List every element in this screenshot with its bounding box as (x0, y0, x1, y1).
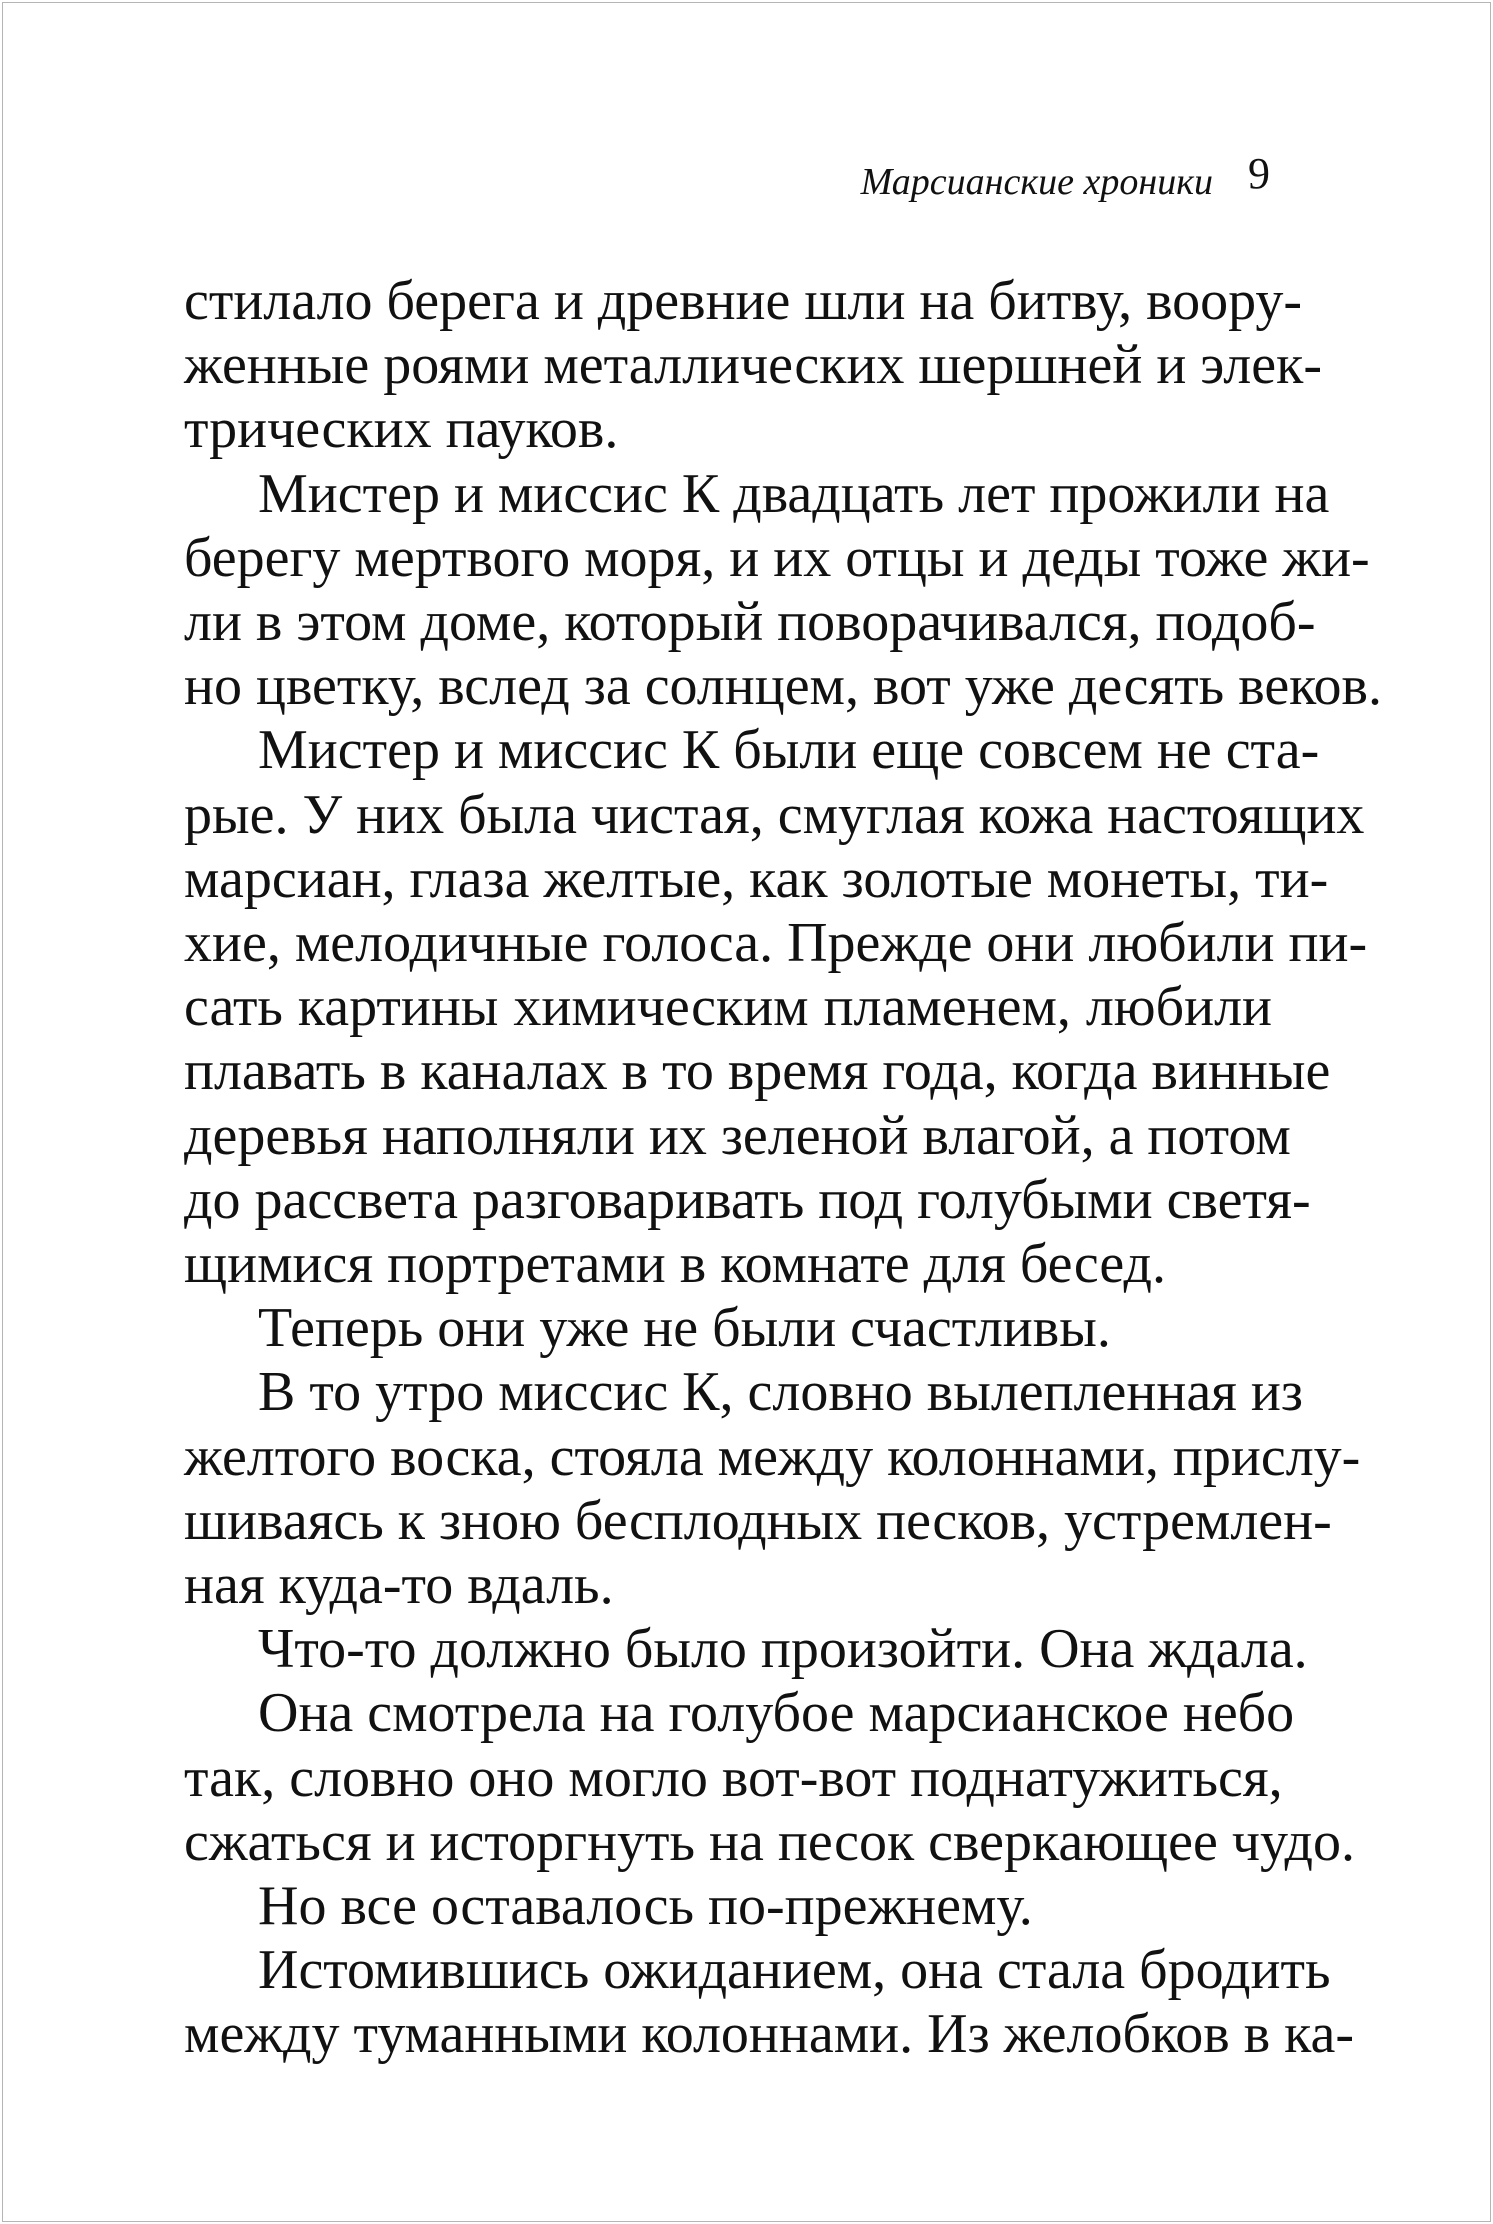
paragraph (184, 718, 1368, 1296)
text-line: Но все оставалось по-прежнему. (258, 1875, 1033, 1938)
text-line: сжаться и исторгнуть на песок сверкающее чудо. (184, 1810, 1355, 1873)
text-line: так, словно оно могло вот-вот поднатужиться, (184, 1746, 1283, 1809)
text-line: щимися портретами в комнате для бесед. (184, 1233, 1166, 1296)
text-line: деревья наполняли их зеленой влагой, а потом (184, 1104, 1291, 1167)
body-text (184, 269, 1382, 2067)
paragraph (184, 1874, 1272, 1938)
text-line: хие, мелодичные голоса. Прежде они любили пи- (184, 912, 1368, 975)
paragraph (184, 462, 1382, 719)
paragraph (184, 1681, 1355, 1874)
paragraph (184, 1296, 1272, 1360)
text-line: трических пауков. (184, 398, 619, 461)
text-line: ли в этом доме, который поворачивался, подоб- (184, 591, 1316, 654)
text-line: шиваясь к зною бесплодных песков, устремлен- (184, 1489, 1332, 1552)
paragraph (184, 1617, 1308, 1681)
text-line: сать картины химическим пламенем, любили (184, 976, 1272, 1039)
page-number: 9 (1248, 149, 1270, 198)
text-line: Истомившись ожиданием, она стала бродить (258, 1939, 1331, 2002)
running-head-title: Марсианские хроники (860, 161, 1213, 203)
paragraph (184, 1360, 1361, 1617)
paragraph (184, 1938, 1355, 2066)
text-line: Она смотрела на голубое марсианское небо (258, 1682, 1295, 1745)
text-line: плавать в каналах в то время года, когда винные (184, 1040, 1331, 1103)
paragraph (184, 269, 1322, 462)
text-line: марсиан, глаза желтые, как золотые монеты, ти- (184, 847, 1329, 910)
text-line: женные роями металлических шершней и элек- (184, 334, 1322, 397)
text-line: берегу мертвого моря, и их отцы и деды тоже жи- (184, 526, 1370, 589)
text-line: Мистер и миссис К двадцать лет прожили на (258, 462, 1330, 525)
text-line: Мистер и миссис К были еще совсем не ста- (258, 719, 1320, 782)
text-line: Теперь они уже не были счастливы. (258, 1297, 1111, 1360)
text-line: ная куда-то вдаль. (184, 1554, 614, 1617)
text-line: между туманными колоннами. Из желобков в ка- (184, 2003, 1355, 2066)
text-line: желтого воска, стояла между колоннами, прислу- (184, 1425, 1361, 1488)
text-line: рые. У них была чистая, смуглая кожа настоящих (184, 783, 1365, 846)
text-line: но цветку, вслед за солнцем, вот уже десять веков. (184, 655, 1382, 718)
text-line: В то утро миссис К, словно вылепленная из (258, 1361, 1304, 1424)
text-line: до рассвета разговаривать под голубыми светя- (184, 1168, 1311, 1231)
text-line: стилало берега и древние шли на битву, воору- (184, 270, 1303, 332)
text-line: Что-то должно было произойти. Она ждала. (258, 1618, 1308, 1681)
